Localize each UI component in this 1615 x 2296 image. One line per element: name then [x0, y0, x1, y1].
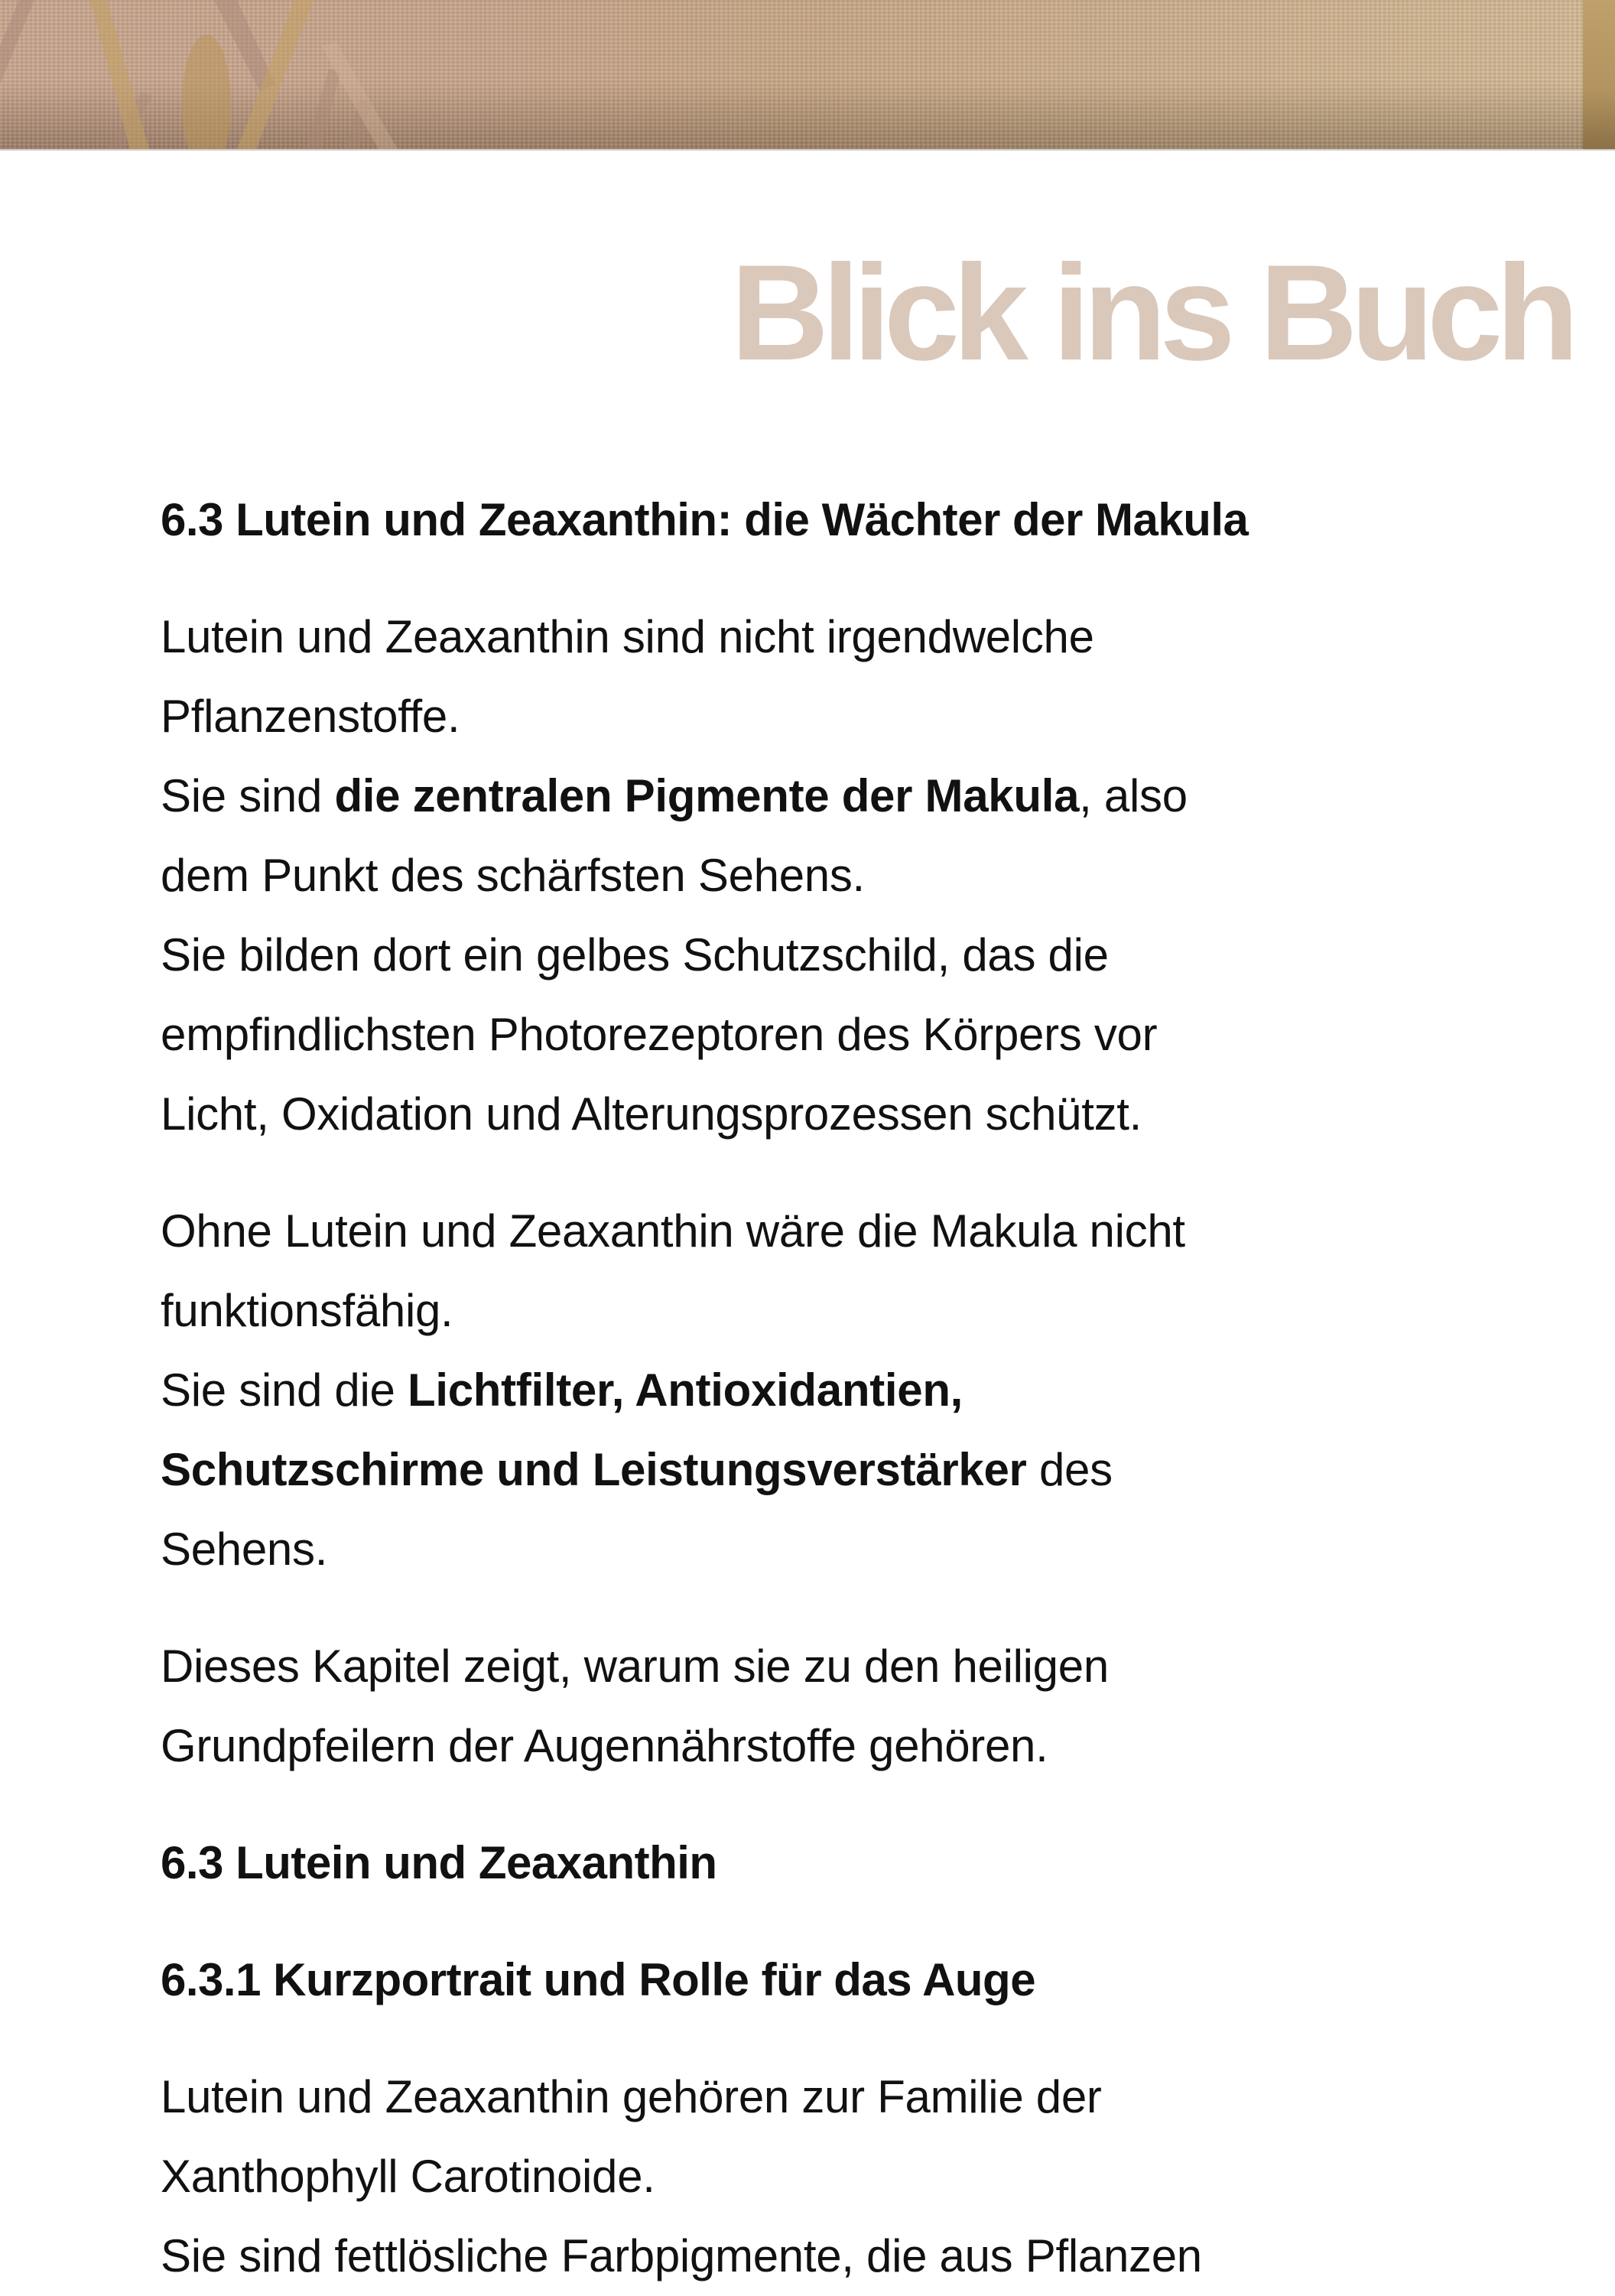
- subsection-heading: 6.3.1 Kurzportrait und Rolle für das Auge: [161, 1954, 1036, 2005]
- paragraph-intro: Lutein und Zeaxanthin sind nicht irgendwelche Pflanzenstoffe. Sie sind die zentralen Pigmente der Makula, also dem Punkt des schärfsten Sehens. Sie bilden dort ein gelbes Schutzschild, das die empfindlichsten Photorezeptoren des Körpers vor Licht, Oxidation und Alterungsprozessen schützt.: [161, 611, 1188, 1140]
- emphasis-text: Schutzschirme und Leistungsverstärker: [161, 1444, 1027, 1495]
- banner-edge: [1583, 0, 1615, 149]
- decorative-pattern-icon: [0, 0, 841, 149]
- banner-divider: [0, 149, 1615, 151]
- section-heading: 6.3 Lutein und Zeaxanthin: [161, 1837, 717, 1888]
- paragraph-function: Ohne Lutein und Zeaxanthin wäre die Makula nicht funktionsfähig. Sie sind die Lichtfilter, Antioxidantien, Schutzschirme und Leistungsverstärker des Sehens.: [161, 1205, 1185, 1575]
- paragraph-chapter-summary: Dieses Kapitel zeigt, warum sie zu den heiligen Grundpfeilern der Augennährstoffe gehören.: [161, 1641, 1109, 1771]
- chapter-heading: 6.3 Lutein und Zeaxanthin: die Wächter der Makula: [161, 494, 1249, 545]
- emphasis-text: Lichtfilter, Antioxidantien,: [407, 1364, 963, 1416]
- book-excerpt: [161, 480, 1461, 2296]
- paragraph-portrait: Lutein und Zeaxanthin gehören zur Familie der Xanthophyll Carotinoide. Sie sind fettlösliche Farbpigmente, die aus Pflanzen: [161, 2071, 1202, 2281]
- emphasis-text: die zentralen Pigmente der Makula: [334, 770, 1080, 821]
- header-banner-image: [0, 0, 1615, 149]
- page-title: Blick ins Buch: [730, 236, 1572, 389]
